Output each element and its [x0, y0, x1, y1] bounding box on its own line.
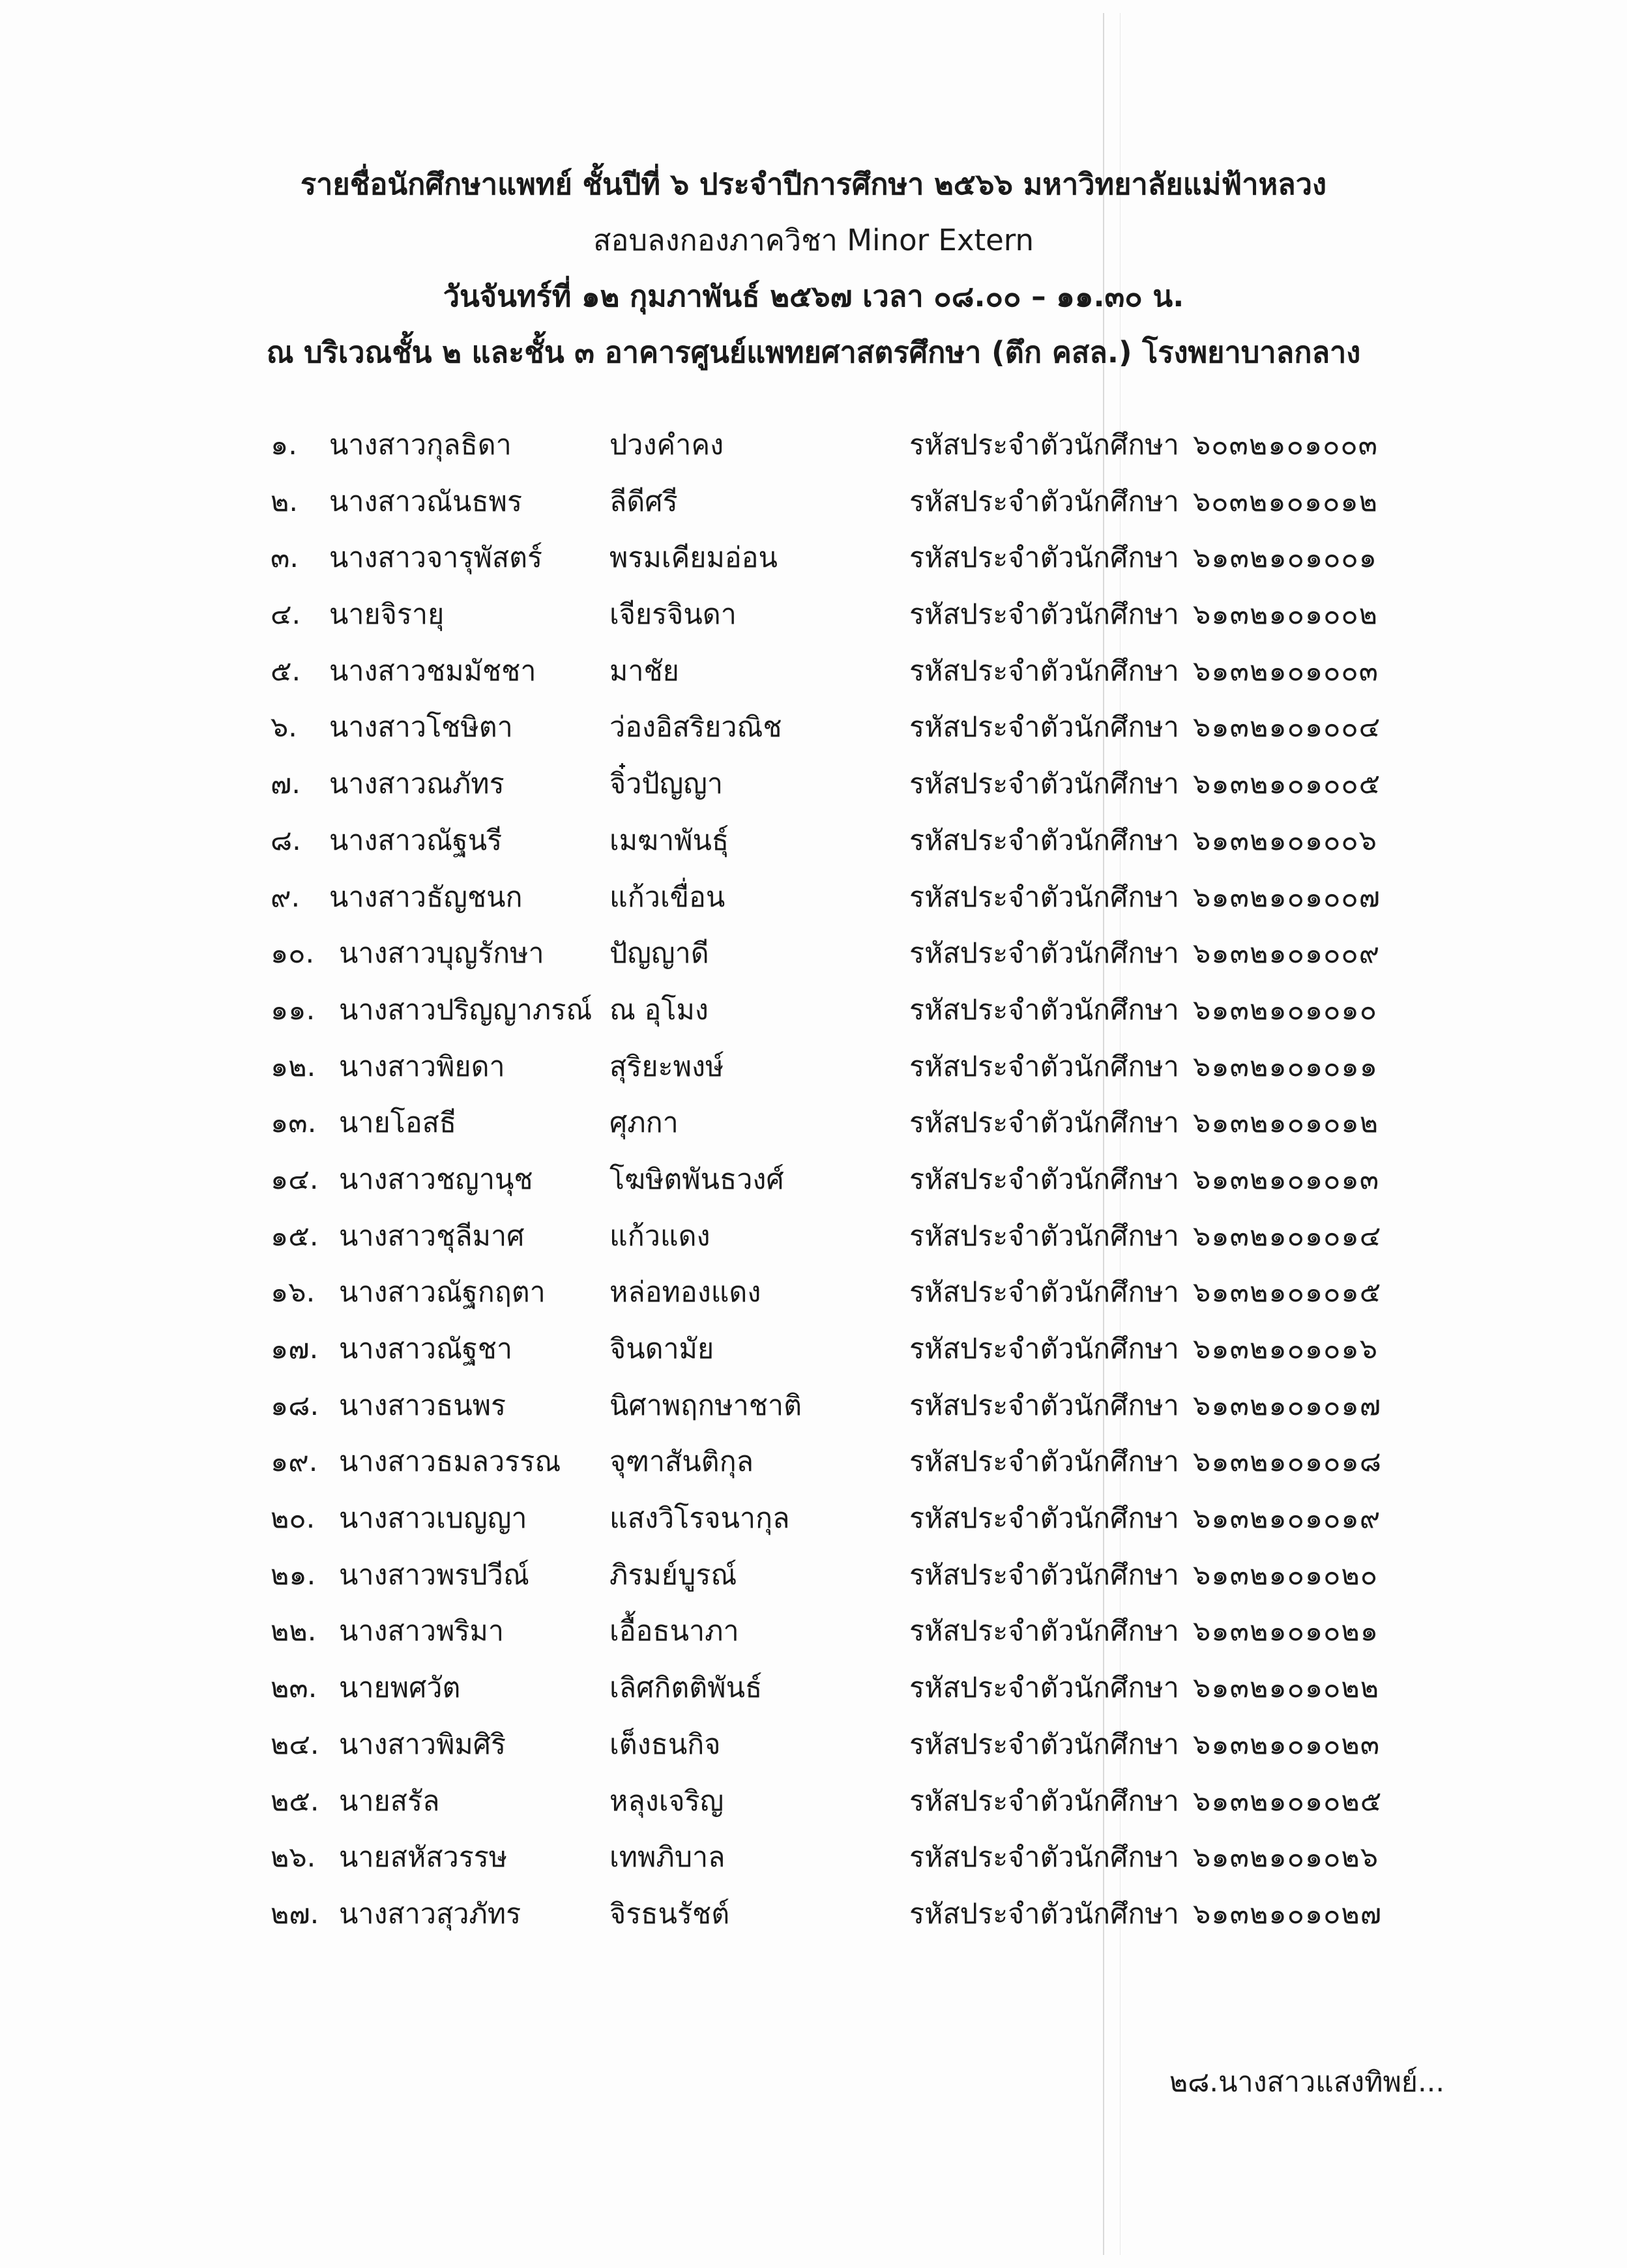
student-family-name: หล่อทองแดง — [609, 1276, 761, 1309]
student-id-label: รหัสประจำตัวนักศึกษา — [909, 1446, 1179, 1479]
student-given-name: นายสหัสวรรษ — [339, 1841, 508, 1874]
list-item — [0, 925, 1627, 982]
student-id: ๖๑๓๒๑๐๑๐๒๖ — [1193, 1841, 1379, 1874]
student-given-name: นางสาวปริญญาภรณ์ — [339, 993, 593, 1026]
student-given-name: นางสาวสุวภัทร — [339, 1897, 521, 1930]
student-family-name: แสงวิโรจนากุล — [609, 1502, 790, 1535]
student-id-label: รหัสประจำตัวนักศึกษา — [909, 1389, 1179, 1422]
student-family-name: จุฑาสันติกุล — [609, 1446, 754, 1479]
student-id: ๖๑๓๒๑๐๑๐๐๕ — [1193, 768, 1381, 801]
student-id-label: รหัสประจำตัวนักศึกษา — [909, 768, 1179, 801]
student-number: ๑๑. — [271, 993, 315, 1026]
student-id-label: รหัสประจำตัวนักศึกษา — [909, 880, 1179, 914]
list-item — [0, 1264, 1627, 1321]
student-id-label: รหัสประจำตัวนักศึกษา — [909, 1728, 1179, 1761]
student-id: ๖๑๓๒๑๐๑๐๒๗ — [1193, 1897, 1383, 1930]
student-id: ๖๑๓๒๑๐๑๐๐๓ — [1193, 654, 1379, 688]
student-given-name: นางสาวณัฐนรี — [329, 824, 503, 857]
list-item — [0, 1152, 1627, 1208]
student-id: ๖๐๓๒๑๐๑๐๑๒ — [1193, 485, 1378, 518]
student-given-name: นางสาวธนพร — [339, 1389, 506, 1422]
student-family-name: จิรธนรัชต์ — [609, 1897, 730, 1930]
student-family-name: เมฆาพันธุ์ — [609, 824, 729, 857]
student-family-name: จิ๋วปัญญา — [609, 768, 724, 801]
student-family-name: พรมเคียมอ่อน — [609, 542, 778, 575]
student-given-name: นางสาวณันธพร — [329, 485, 523, 518]
student-id-label: รหัสประจำตัวนักศึกษา — [909, 1219, 1179, 1253]
student-given-name: นางสาวบุญรักษา — [339, 937, 544, 970]
list-item — [0, 530, 1627, 587]
student-number: ๑๕. — [271, 1219, 319, 1253]
student-id: ๖๑๓๒๑๐๑๐๐๒ — [1193, 598, 1378, 632]
student-number: ๒๑. — [271, 1558, 316, 1592]
student-id: ๖๑๓๒๑๐๑๐๒๑ — [1193, 1615, 1379, 1648]
student-number: ๕. — [271, 654, 301, 688]
student-given-name: นางสาวณภัทร — [329, 768, 505, 801]
list-item — [0, 1208, 1627, 1265]
student-number: ๑๐. — [271, 937, 315, 970]
student-number: ๓. — [271, 542, 299, 575]
list-item — [0, 1039, 1627, 1096]
student-number: ๔. — [271, 598, 301, 632]
student-family-name: นิศาพฤกษาชาติ — [609, 1389, 802, 1422]
list-item — [0, 1603, 1627, 1660]
student-given-name: นางสาวณัฐชา — [339, 1333, 513, 1365]
list-item — [0, 1660, 1627, 1717]
student-given-name: นางสาวพริมา — [339, 1615, 505, 1648]
student-given-name: นางสาวธมลวรรณ — [339, 1446, 561, 1479]
student-given-name: นางสาวพรปวีณ์ — [339, 1558, 529, 1592]
student-family-name: เอื้อธนาภา — [609, 1615, 739, 1648]
student-id: ๖๑๓๒๑๐๑๐๐๔ — [1193, 711, 1381, 744]
student-number: ๗. — [271, 768, 301, 801]
student-number: ๖. — [271, 711, 297, 744]
student-id-label: รหัสประจำตัวนักศึกษา — [909, 1558, 1179, 1592]
student-number: ๒๓. — [271, 1672, 317, 1705]
student-number: ๑๔. — [271, 1163, 319, 1196]
student-id: ๖๑๓๒๑๐๑๐๒๒ — [1193, 1672, 1380, 1705]
student-id-label: รหัสประจำตัวนักศึกษา — [909, 1897, 1179, 1930]
student-number: ๑๙. — [271, 1446, 318, 1479]
student-given-name: นางสาวชมมัชชา — [329, 654, 536, 688]
student-given-name: นางสาวพิยดา — [339, 1050, 505, 1083]
student-id: ๖๑๓๒๑๐๑๐๑๕ — [1193, 1276, 1382, 1309]
student-id: ๖๑๓๒๑๐๑๐๐๗ — [1193, 880, 1381, 914]
student-given-name: นายสรัล — [339, 1784, 440, 1818]
student-number: ๑๓. — [271, 1107, 317, 1140]
header-subtitle: สอบลงกองภาควิชา Minor Extern — [593, 223, 1034, 257]
student-family-name: เจียรจินดา — [609, 598, 737, 632]
student-id: ๖๑๓๒๑๐๑๐๑๖ — [1193, 1333, 1378, 1365]
student-id-label: รหัสประจำตัวนักศึกษา — [909, 1163, 1179, 1196]
student-id-label: รหัสประจำตัวนักศึกษา — [909, 1050, 1179, 1083]
student-id: ๖๑๓๒๑๐๑๐๑๐ — [1193, 993, 1377, 1026]
student-id: ๖๑๓๒๑๐๑๐๑๙ — [1193, 1502, 1381, 1535]
student-number: ๑๘. — [271, 1389, 319, 1422]
student-id-label: รหัสประจำตัวนักศึกษา — [909, 542, 1179, 575]
student-number: ๒๗. — [271, 1897, 319, 1930]
document-header — [0, 156, 1627, 381]
student-family-name: ว่องอิสริยวณิช — [609, 711, 782, 744]
student-id: ๖๐๓๒๑๐๑๐๐๓ — [1193, 429, 1378, 461]
student-family-name: ภิรมย์บูรณ์ — [609, 1558, 737, 1592]
continuation-note: ๒๘.นางสาวแสงทิพย์... — [1169, 2066, 1444, 2099]
student-given-name: นางสาวจารุพัสตร์ — [329, 542, 543, 575]
student-id-label: รหัสประจำตัวนักศึกษา — [909, 1107, 1179, 1140]
student-number: ๒๒. — [271, 1615, 317, 1648]
student-number: ๑๖. — [271, 1276, 315, 1309]
header-location: ณ บริเวณชั้น ๒ และชั้น ๓ อาคารศูนย์แพทยศาสตรศึกษา (ตึก คสล.) โรงพยาบาลกลาง — [266, 335, 1361, 370]
list-item — [0, 1434, 1627, 1490]
list-item — [0, 1378, 1627, 1434]
student-id: ๖๑๓๒๑๐๑๐๒๐ — [1193, 1558, 1378, 1592]
student-id: ๖๑๓๒๑๐๑๐๑๒ — [1193, 1107, 1379, 1140]
header-date-time: วันจันทร์ที่ ๑๒ กุมภาพันธ์ ๒๕๖๗ เวลา ๐๘.๐๐ – ๑๑.๓๐ น. — [443, 279, 1184, 313]
list-item — [0, 699, 1627, 756]
student-given-name: นางสาวพิมศิริ — [339, 1728, 506, 1761]
student-list — [0, 417, 1627, 1943]
list-item — [0, 813, 1627, 869]
student-id: ๖๑๓๒๑๐๑๐๑๑ — [1193, 1050, 1378, 1083]
list-item — [0, 643, 1627, 700]
list-item — [0, 474, 1627, 531]
student-given-name: นางสาวกุลธิดา — [329, 429, 512, 461]
student-id: ๖๑๓๒๑๐๑๐๑๓ — [1193, 1163, 1380, 1196]
student-given-name: นายโอสธี — [339, 1107, 457, 1140]
student-id: ๖๑๓๒๑๐๑๐๒๕ — [1193, 1784, 1383, 1818]
student-family-name: ณ อุโมง — [609, 993, 709, 1026]
student-given-name: นางสาวธัญชนก — [329, 880, 523, 914]
list-item — [0, 982, 1627, 1039]
student-number: ๒๕. — [271, 1784, 319, 1818]
student-family-name: แก้วเขื่อน — [609, 880, 726, 914]
student-number: ๑. — [271, 429, 297, 461]
student-id-label: รหัสประจำตัวนักศึกษา — [909, 711, 1179, 744]
student-family-name: ลีดีศรี — [609, 485, 678, 518]
header-title: รายชื่อนักศึกษาแพทย์ ชั้นปีที่ ๖ ประจำปีการศึกษา ๒๕๖๖ มหาวิทยาลัยแม่ฟ้าหลวง — [300, 167, 1327, 201]
student-id: ๖๑๓๒๑๐๑๐๐๑ — [1193, 542, 1377, 575]
student-family-name: แก้วแดง — [609, 1219, 711, 1253]
list-item — [0, 869, 1627, 926]
student-id: ๖๑๓๒๑๐๑๐๒๓ — [1193, 1728, 1381, 1761]
student-family-name: มาชัย — [609, 654, 679, 688]
student-family-name: จินดามัย — [609, 1333, 714, 1365]
student-given-name: นางสาวเบญญา — [339, 1502, 527, 1535]
student-id: ๖๑๓๒๑๐๑๐๐๖ — [1193, 824, 1377, 857]
student-number: ๒. — [271, 485, 299, 518]
student-family-name: ศุภกา — [609, 1107, 679, 1140]
student-id: ๖๑๓๒๑๐๑๐๑๗ — [1193, 1389, 1382, 1422]
student-family-name: เทพภิบาล — [609, 1841, 726, 1874]
student-id-label: รหัสประจำตัวนักศึกษา — [909, 1672, 1179, 1705]
student-number: ๙. — [271, 880, 300, 914]
student-id: ๖๑๓๒๑๐๑๐๑๘ — [1193, 1446, 1382, 1479]
student-given-name: นางสาวโชษิตา — [329, 711, 513, 744]
list-item — [0, 1321, 1627, 1378]
student-number: ๑๗. — [271, 1333, 319, 1365]
student-id-label: รหัสประจำตัวนักศึกษา — [909, 1502, 1179, 1535]
student-family-name: เลิศกิตติพันธ์ — [609, 1672, 763, 1705]
student-given-name: นางสาวชุลีมาศ — [339, 1219, 525, 1253]
student-family-name: ปัญญาดี — [609, 937, 709, 970]
student-given-name: นายพศวัต — [339, 1672, 461, 1705]
list-item — [0, 417, 1627, 474]
list-item — [0, 756, 1627, 813]
student-number: ๑๒. — [271, 1050, 316, 1083]
student-id-label: รหัสประจำตัวนักศึกษา — [909, 824, 1179, 857]
list-item — [0, 1886, 1627, 1943]
list-item — [0, 1717, 1627, 1773]
student-family-name: โฆษิตพันธวงศ์ — [609, 1163, 784, 1196]
student-id: ๖๑๓๒๑๐๑๐๐๙ — [1193, 937, 1381, 970]
student-id-label: รหัสประจำตัวนักศึกษา — [909, 937, 1179, 970]
student-id-label: รหัสประจำตัวนักศึกษา — [909, 598, 1179, 632]
student-number: ๒๐. — [271, 1502, 315, 1535]
student-id-label: รหัสประจำตัวนักศึกษา — [909, 993, 1179, 1026]
list-item — [0, 1095, 1627, 1152]
student-family-name: เต็งธนกิจ — [609, 1728, 721, 1761]
student-given-name: นายจิรายุ — [329, 598, 445, 632]
student-id: ๖๑๓๒๑๐๑๐๑๔ — [1193, 1219, 1382, 1253]
student-id-label: รหัสประจำตัวนักศึกษา — [909, 1276, 1179, 1309]
student-family-name: หลุงเจริญ — [609, 1784, 724, 1818]
student-id-label: รหัสประจำตัวนักศึกษา — [909, 485, 1179, 518]
student-number: ๘. — [271, 824, 301, 857]
student-number: ๒๔. — [271, 1728, 319, 1761]
student-id-label: รหัสประจำตัวนักศึกษา — [909, 1333, 1179, 1365]
student-given-name: นางสาวชญานุช — [339, 1163, 533, 1196]
student-id-label: รหัสประจำตัวนักศึกษา — [909, 1615, 1179, 1648]
list-item — [0, 1547, 1627, 1604]
student-id-label: รหัสประจำตัวนักศึกษา — [909, 1784, 1179, 1818]
list-item — [0, 1829, 1627, 1886]
student-id-label: รหัสประจำตัวนักศึกษา — [909, 429, 1179, 461]
list-item — [0, 1490, 1627, 1547]
student-family-name: สุริยะพงษ์ — [609, 1050, 724, 1083]
student-id-label: รหัสประจำตัวนักศึกษา — [909, 1841, 1179, 1874]
list-item — [0, 1773, 1627, 1830]
student-given-name: นางสาวณัฐกฤตา — [339, 1276, 546, 1309]
student-id-label: รหัสประจำตัวนักศึกษา — [909, 654, 1179, 688]
student-family-name: ปวงคำคง — [609, 429, 724, 461]
student-number: ๒๖. — [271, 1841, 316, 1874]
list-item — [0, 587, 1627, 643]
